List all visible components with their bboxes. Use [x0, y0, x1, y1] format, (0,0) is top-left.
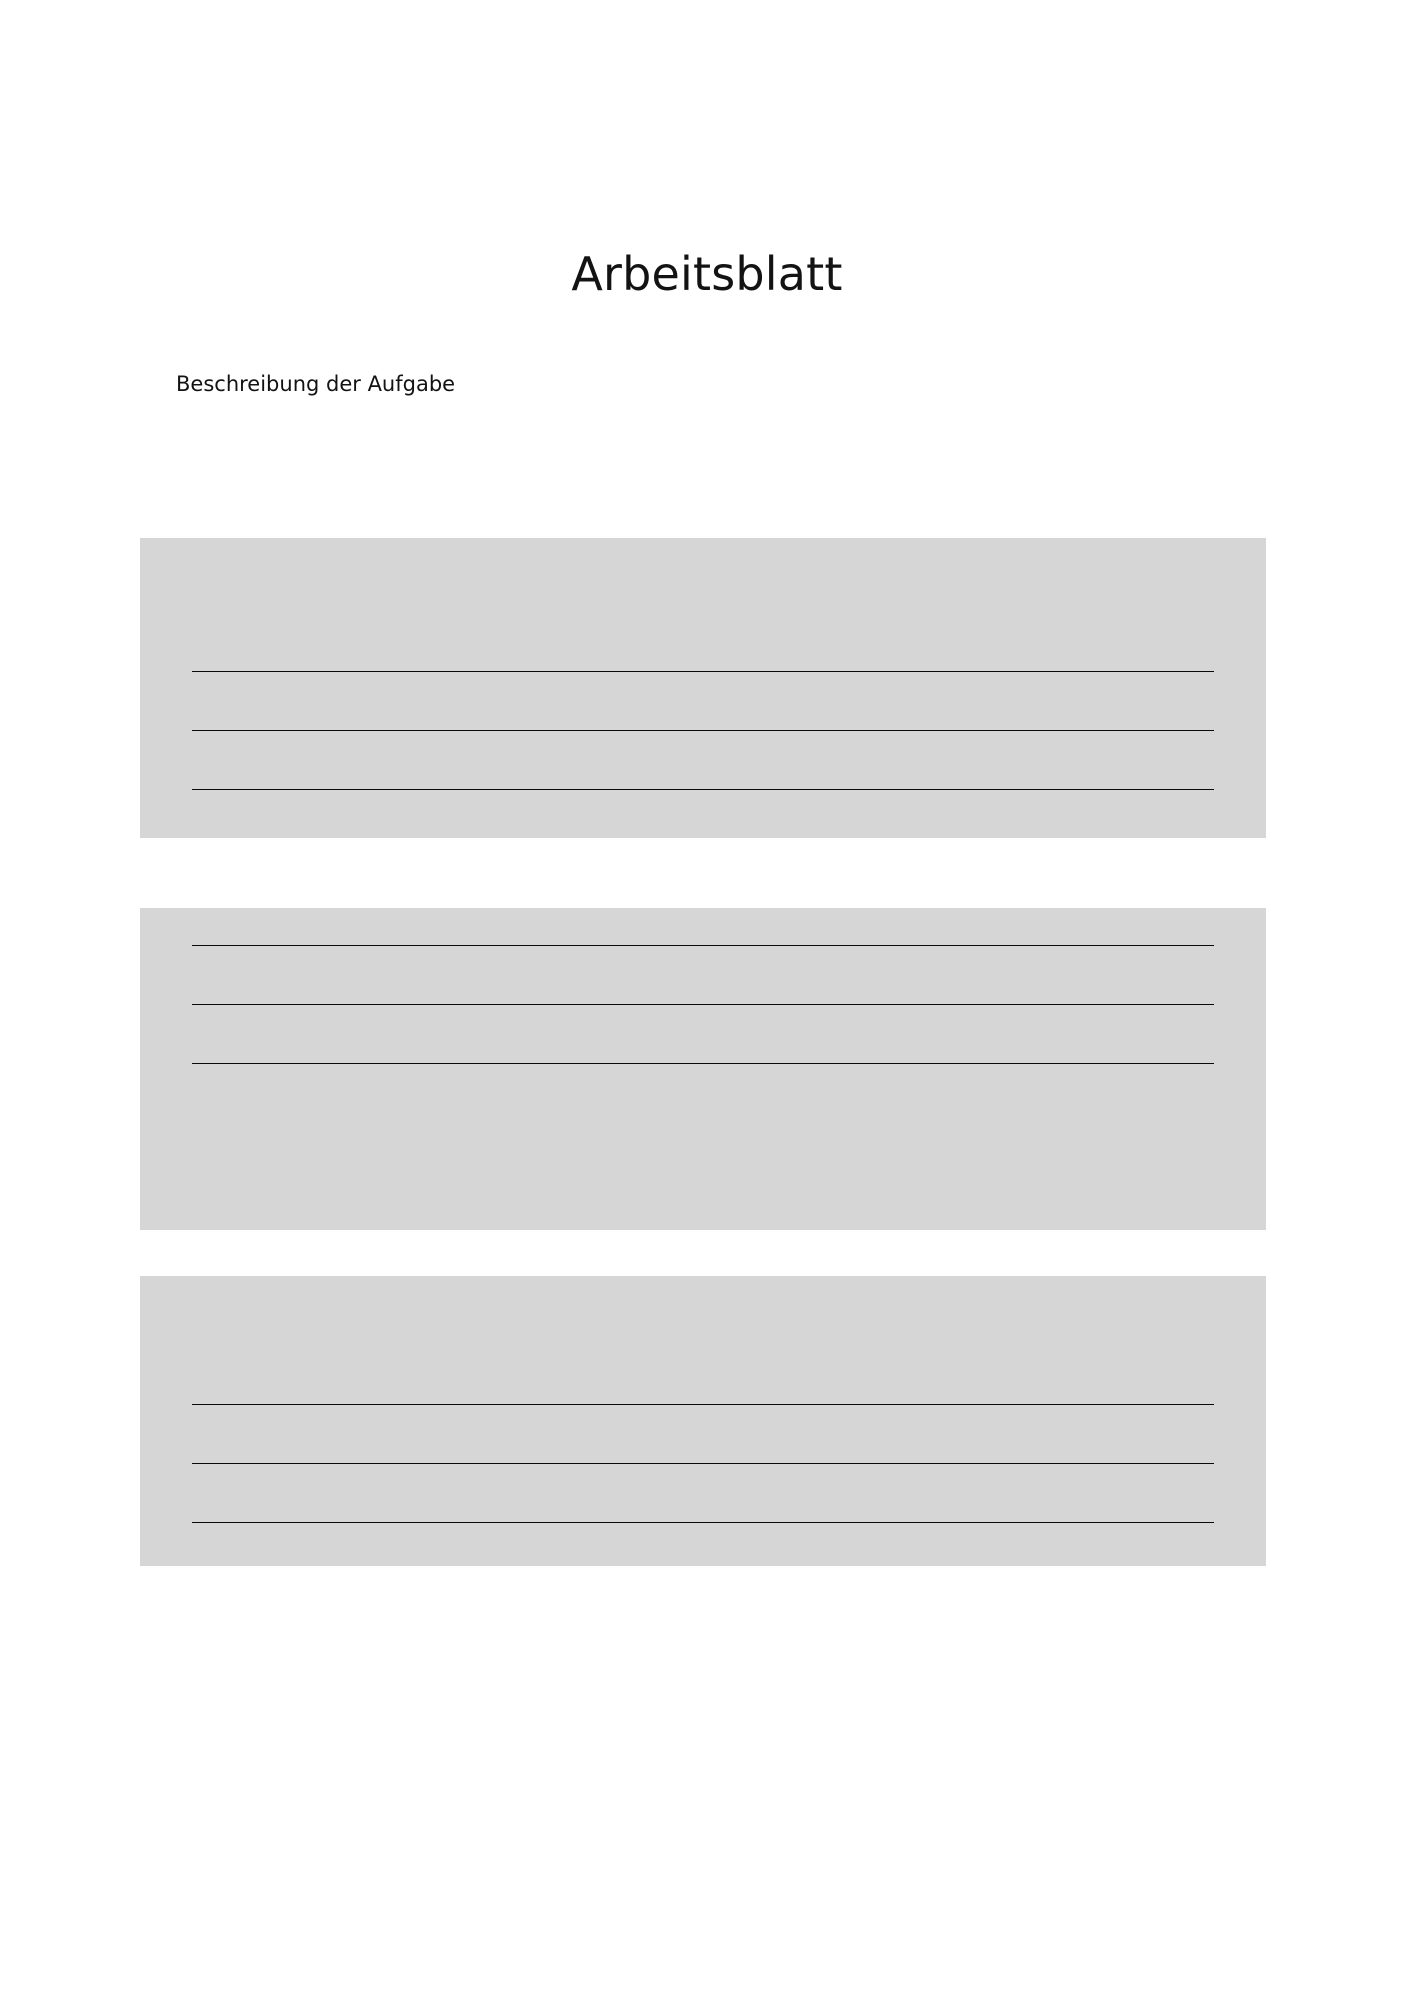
writing-line[interactable] — [192, 1063, 1214, 1064]
writing-line[interactable] — [192, 1004, 1214, 1005]
answer-block-3[interactable] — [140, 1276, 1266, 1566]
writing-line[interactable] — [192, 730, 1214, 731]
writing-lines-group-1 — [192, 671, 1214, 790]
answer-block-2[interactable] — [140, 908, 1266, 1230]
writing-lines-group-3 — [192, 1404, 1214, 1523]
writing-lines-group-2 — [192, 945, 1214, 1064]
page-title: Arbeitsblatt — [571, 246, 843, 301]
writing-line[interactable] — [192, 1463, 1214, 1464]
writing-line[interactable] — [192, 1522, 1214, 1523]
task-description-text: Beschreibung der Aufgabe — [176, 372, 456, 396]
writing-line[interactable] — [192, 945, 1214, 946]
writing-line[interactable] — [192, 789, 1214, 790]
answer-block-1[interactable] — [140, 538, 1266, 838]
writing-line[interactable] — [192, 671, 1214, 672]
writing-line[interactable] — [192, 1404, 1214, 1405]
